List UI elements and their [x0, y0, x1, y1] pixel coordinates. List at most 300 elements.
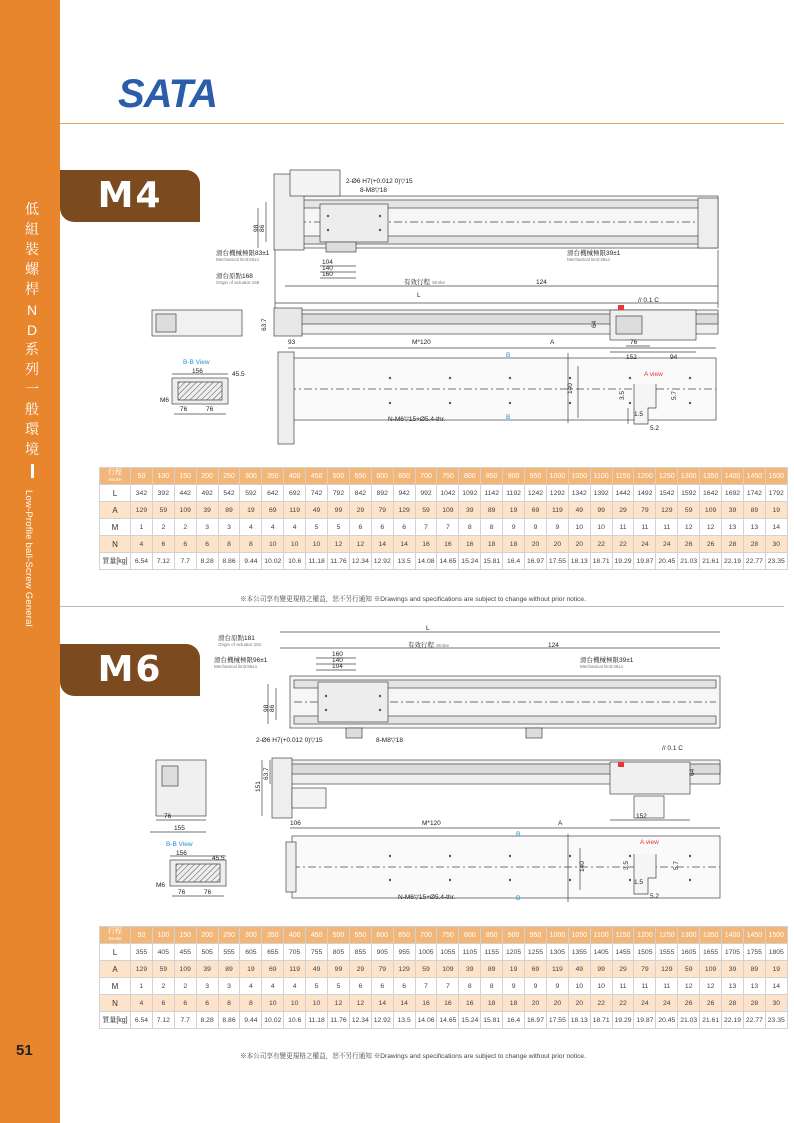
- table-cell: 742: [306, 485, 328, 502]
- table-cell: 18.71: [590, 1012, 612, 1029]
- row-header: 質量[kg]: [100, 1012, 131, 1029]
- m6-mech-limit-left-en: Mechanical limit:96±1: [214, 664, 258, 669]
- table-cell: 49: [306, 502, 328, 519]
- table-cell: 10: [590, 519, 612, 536]
- table-cell: 109: [437, 502, 459, 519]
- stroke-column-header: 350: [262, 927, 284, 944]
- table-cell: 12: [328, 536, 350, 553]
- table-cell: 1805: [765, 944, 787, 961]
- table-cell: 2: [152, 978, 174, 995]
- table-cell: 26: [678, 995, 700, 1012]
- table-cell: 26: [700, 536, 722, 553]
- table-cell: 129: [393, 502, 415, 519]
- table-cell: 20: [546, 536, 568, 553]
- m6-section-b-bottom: B: [516, 895, 521, 902]
- table-cell: 1342: [568, 485, 590, 502]
- table-cell: 10.02: [262, 553, 284, 570]
- table-cell: 5: [306, 519, 328, 536]
- table-cell: 6: [174, 995, 196, 1012]
- table-cell: 89: [481, 961, 503, 978]
- table-cell: 39: [722, 961, 744, 978]
- m6-origin-en: Origin of actuator:181: [218, 642, 262, 647]
- table-cell: 6: [349, 978, 371, 995]
- m6-origin-label: 滑台原點181: [218, 635, 255, 642]
- table-cell: 22: [590, 536, 612, 553]
- table-cell: 11: [612, 978, 634, 995]
- table-cell: 18: [481, 995, 503, 1012]
- m4-dim-1-5: 1.5: [634, 411, 644, 418]
- table-cell: 20.45: [656, 553, 678, 570]
- table-cell: 7: [437, 519, 459, 536]
- table-cell: 20: [568, 995, 590, 1012]
- stroke-column-header: 1450: [743, 927, 765, 944]
- table-cell: 19: [765, 961, 787, 978]
- table-cell: 23.35: [765, 553, 787, 570]
- table-cell: 1305: [546, 944, 568, 961]
- stroke-column-header: 700: [415, 927, 437, 944]
- table-cell: 20.45: [656, 1012, 678, 1029]
- table-cell: 129: [131, 961, 153, 978]
- table-cell: 592: [240, 485, 262, 502]
- table-cell: 59: [415, 961, 437, 978]
- table-cell: 24: [656, 995, 678, 1012]
- stroke-column-header: 300: [240, 468, 262, 485]
- stroke-column-header: 1100: [590, 468, 612, 485]
- stroke-column-header: 500: [328, 927, 350, 944]
- row-header: N: [100, 536, 131, 553]
- sidebar-char: N: [26, 302, 38, 318]
- table-cell: 8.28: [196, 553, 218, 570]
- table-cell: 8: [240, 995, 262, 1012]
- stroke-column-header: 1500: [765, 468, 787, 485]
- table-cell: 18.71: [590, 553, 612, 570]
- table-cell: 1042: [437, 485, 459, 502]
- stroke-header: [100, 927, 131, 944]
- table-cell: 109: [174, 502, 196, 519]
- m6-spec-table: [99, 926, 788, 1029]
- table-cell: 39: [196, 502, 218, 519]
- table-cell: 442: [174, 485, 196, 502]
- stroke-column-header: 700: [415, 468, 437, 485]
- table-cell: 20: [568, 536, 590, 553]
- stroke-header-label-en: Stroke: [108, 477, 122, 482]
- svg-text:SATA: SATA: [118, 72, 217, 112]
- table-row: [100, 502, 788, 519]
- table-cell: 29: [612, 502, 634, 519]
- m4-dim-86: 86: [259, 224, 266, 232]
- table-cell: 4: [131, 536, 153, 553]
- table-cell: 10: [262, 995, 284, 1012]
- table-cell: 10: [568, 978, 590, 995]
- sidebar-subtitle: Low-Profile ball-Screw General: [23, 490, 34, 627]
- table-cell: 69: [525, 502, 547, 519]
- table-cell: 18: [503, 995, 525, 1012]
- m6-notice: ※本公司享有變更規格之權益，恕不另行通知 ※Drawings and specifications are subject to change without prior notice.: [240, 1053, 586, 1060]
- m6-dim-151: 151: [255, 781, 262, 792]
- table-cell: 99: [328, 961, 350, 978]
- m6-dim-160: 160: [332, 651, 343, 658]
- table-cell: 15.81: [481, 553, 503, 570]
- m4-dim-m120: M*120: [412, 339, 431, 346]
- table-cell: 12: [678, 978, 700, 995]
- table-cell: 855: [349, 944, 371, 961]
- table-cell: 21.03: [678, 1012, 700, 1029]
- table-cell: 28: [743, 995, 765, 1012]
- table-cell: 24: [634, 995, 656, 1012]
- stroke-column-header: 1200: [634, 468, 656, 485]
- table-cell: 23.35: [765, 1012, 787, 1029]
- table-cell: 1205: [503, 944, 525, 961]
- stroke-column-header: 50: [131, 927, 153, 944]
- m6-dim-63-7: 63.7: [263, 767, 270, 780]
- m6-bb-view-label: B-B View: [166, 841, 193, 848]
- table-cell: 1755: [743, 944, 765, 961]
- table-cell: 49: [568, 961, 590, 978]
- table-cell: 10: [262, 536, 284, 553]
- stroke-column-header: 1350: [700, 468, 722, 485]
- stroke-column-header: 550: [349, 468, 371, 485]
- table-cell: 12: [678, 519, 700, 536]
- table-cell: 1492: [634, 485, 656, 502]
- row-header: N: [100, 995, 131, 1012]
- stroke-column-header: 650: [393, 468, 415, 485]
- table-cell: 12.34: [349, 1012, 371, 1029]
- sidebar-char: 環: [25, 422, 39, 438]
- m6-dim-45-5: 45.5: [212, 855, 225, 862]
- table-cell: 19.29: [612, 1012, 634, 1029]
- table-cell: 26: [678, 536, 700, 553]
- table-cell: 4: [131, 995, 153, 1012]
- table-cell: 13: [743, 978, 765, 995]
- table-cell: 17.55: [546, 1012, 568, 1029]
- m4-dim-124: 124: [536, 279, 547, 286]
- table-cell: 22.77: [743, 553, 765, 570]
- table-cell: 6: [196, 995, 218, 1012]
- table-cell: 1092: [459, 485, 481, 502]
- m4-thread-label: N-M6▽15+Ø5.4-thr.: [388, 416, 446, 423]
- m6-dim-5-7: 5.7: [673, 860, 680, 870]
- table-cell: 6.54: [131, 553, 153, 570]
- model-banner-m4: M4: [60, 170, 200, 222]
- table-cell: 6: [152, 536, 174, 553]
- table-cell: 19.87: [634, 553, 656, 570]
- table-cell: 59: [152, 961, 174, 978]
- table-cell: 9.44: [240, 553, 262, 570]
- stroke-column-header: 1050: [568, 927, 590, 944]
- table-cell: 16.97: [525, 553, 547, 570]
- stroke-column-header: 450: [306, 927, 328, 944]
- stroke-column-header: 450: [306, 468, 328, 485]
- table-cell: 109: [174, 961, 196, 978]
- sidebar-char: 桿: [25, 282, 39, 298]
- table-cell: 1142: [481, 485, 503, 502]
- table-cell: 805: [328, 944, 350, 961]
- table-cell: 89: [743, 961, 765, 978]
- m6-mech-limit-right-en: Mechanical limit:39±1: [580, 664, 624, 669]
- table-cell: 39: [196, 961, 218, 978]
- stroke-column-header: 950: [525, 927, 547, 944]
- table-cell: 1792: [765, 485, 787, 502]
- table-cell: 11.76: [328, 553, 350, 570]
- stroke-column-header: 1000: [546, 468, 568, 485]
- sidebar-char: 螺: [25, 262, 39, 278]
- table-cell: 9: [546, 519, 568, 536]
- table-cell: 10: [568, 519, 590, 536]
- table-cell: 21.61: [700, 1012, 722, 1029]
- table-cell: 1155: [481, 944, 503, 961]
- sata-logo: [118, 72, 230, 112]
- table-cell: 1105: [459, 944, 481, 961]
- table-cell: 19: [240, 961, 262, 978]
- m4-dim-3-5: 3.5: [619, 390, 626, 400]
- table-cell: 89: [481, 502, 503, 519]
- table-cell: 2: [174, 519, 196, 536]
- m6-dim-106: 106: [290, 820, 301, 827]
- table-cell: 129: [656, 961, 678, 978]
- table-cell: 22: [590, 995, 612, 1012]
- table-cell: 8: [481, 519, 503, 536]
- table-cell: 14: [765, 978, 787, 995]
- table-cell: 20: [525, 536, 547, 553]
- table-cell: 3: [218, 519, 240, 536]
- table-cell: 8: [459, 978, 481, 995]
- table-cell: 79: [371, 961, 393, 978]
- table-cell: 12: [700, 519, 722, 536]
- table-cell: 16: [459, 536, 481, 553]
- table-cell: 9: [546, 978, 568, 995]
- stroke-column-header: 600: [371, 468, 393, 485]
- table-cell: 12.92: [371, 1012, 393, 1029]
- table-cell: 29: [612, 961, 634, 978]
- table-cell: 6: [174, 536, 196, 553]
- table-cell: 992: [415, 485, 437, 502]
- table-row: [100, 519, 788, 536]
- table-cell: 792: [328, 485, 350, 502]
- stroke-header-label: 行程: [108, 469, 122, 476]
- stroke-column-header: 950: [525, 468, 547, 485]
- table-cell: 1355: [568, 944, 590, 961]
- table-cell: 14.65: [437, 1012, 459, 1029]
- table-cell: 1055: [437, 944, 459, 961]
- table-cell: 1542: [656, 485, 678, 502]
- sidebar-char: 境: [25, 442, 39, 458]
- table-cell: 1555: [656, 944, 678, 961]
- table-cell: 8: [218, 995, 240, 1012]
- sidebar-char: 一: [25, 382, 39, 398]
- table-row: [100, 978, 788, 995]
- table-cell: 9: [525, 978, 547, 995]
- m6-mech-limit-right: 滑台機械極限39±1: [580, 657, 634, 664]
- table-cell: 492: [196, 485, 218, 502]
- stroke-column-header: 1100: [590, 927, 612, 944]
- a-marker-arrow: [618, 305, 624, 310]
- table-row: [100, 1012, 788, 1029]
- table-cell: 11.76: [328, 1012, 350, 1029]
- stroke-column-header: 850: [481, 927, 503, 944]
- table-cell: 605: [240, 944, 262, 961]
- m6-stroke-label: 有效行程: [408, 642, 434, 649]
- table-cell: 109: [700, 502, 722, 519]
- table-cell: 11: [656, 519, 678, 536]
- table-cell: 129: [131, 502, 153, 519]
- table-cell: 705: [284, 944, 306, 961]
- table-cell: 405: [152, 944, 174, 961]
- table-cell: 1392: [590, 485, 612, 502]
- table-cell: 10: [306, 995, 328, 1012]
- m4-stroke-label: 有效行程: [404, 279, 430, 286]
- table-cell: 1192: [503, 485, 525, 502]
- sidebar-title: [20, 200, 44, 478]
- table-cell: 6: [349, 519, 371, 536]
- m4-dim-93: 93: [288, 339, 296, 346]
- table-cell: 642: [262, 485, 284, 502]
- stroke-column-header: 900: [503, 468, 525, 485]
- m4-dim-156: 156: [192, 368, 203, 375]
- table-cell: 1742: [743, 485, 765, 502]
- table-cell: 1292: [546, 485, 568, 502]
- table-cell: 7: [415, 519, 437, 536]
- table-cell: 10.6: [284, 1012, 306, 1029]
- section-divider: [60, 606, 784, 607]
- table-cell: 3: [196, 978, 218, 995]
- m6-dim-a: A: [558, 820, 563, 827]
- m6-dim-m6: M6: [156, 882, 166, 889]
- table-cell: 6: [393, 978, 415, 995]
- stroke-column-header: 1250: [656, 468, 678, 485]
- table-cell: 7: [415, 978, 437, 995]
- table-cell: 59: [678, 502, 700, 519]
- stroke-column-header: 150: [174, 468, 196, 485]
- m6-dim-76a: 76: [178, 889, 186, 896]
- table-cell: 89: [218, 502, 240, 519]
- table-cell: 4: [284, 978, 306, 995]
- table-cell: 5: [328, 519, 350, 536]
- m4-stroke-en: Stroke: [432, 280, 446, 285]
- table-cell: 1642: [700, 485, 722, 502]
- table-cell: 13.5: [393, 553, 415, 570]
- m6-dim-104: 104: [332, 663, 343, 670]
- table-cell: 11: [634, 978, 656, 995]
- table-cell: 11: [656, 978, 678, 995]
- table-cell: 79: [634, 502, 656, 519]
- table-cell: 16: [415, 995, 437, 1012]
- row-header: A: [100, 961, 131, 978]
- m6-dim-L: L: [426, 625, 430, 632]
- table-cell: 14: [765, 519, 787, 536]
- table-cell: 59: [152, 502, 174, 519]
- table-cell: 1605: [678, 944, 700, 961]
- table-cell: 9.44: [240, 1012, 262, 1029]
- stroke-column-header: 900: [503, 927, 525, 944]
- table-cell: 8: [481, 978, 503, 995]
- m4-mech-limit-right: 滑台機械極限39±1: [567, 250, 621, 257]
- table-row: [100, 536, 788, 553]
- sidebar-char: D: [26, 322, 38, 338]
- table-cell: 10.6: [284, 553, 306, 570]
- table-cell: 692: [284, 485, 306, 502]
- table-cell: 28: [722, 536, 744, 553]
- table-cell: 19: [240, 502, 262, 519]
- table-cell: 99: [590, 961, 612, 978]
- table-cell: 39: [459, 502, 481, 519]
- m4-mech-limit-left-en: Mechanical limit:83±1: [216, 257, 260, 262]
- table-cell: 12: [328, 995, 350, 1012]
- table-cell: 10: [284, 536, 306, 553]
- row-header: L: [100, 485, 131, 502]
- table-row: [100, 485, 788, 502]
- m4-dim-94: 94: [670, 354, 678, 361]
- table-cell: 942: [393, 485, 415, 502]
- stroke-column-header: 1300: [678, 468, 700, 485]
- table-cell: 455: [174, 944, 196, 961]
- table-cell: 79: [634, 961, 656, 978]
- table-cell: 99: [328, 502, 350, 519]
- stroke-column-header: 1450: [743, 468, 765, 485]
- m6-dim-98: 98: [263, 704, 270, 712]
- stroke-column-header: 850: [481, 468, 503, 485]
- table-cell: 18: [481, 536, 503, 553]
- m4-dim-104: 104: [322, 259, 333, 266]
- table-row: [100, 961, 788, 978]
- m4-dim-5-7: 5.7: [671, 390, 678, 400]
- table-cell: 12: [349, 536, 371, 553]
- table-cell: 1405: [590, 944, 612, 961]
- stroke-column-header: 200: [196, 927, 218, 944]
- table-cell: 10: [306, 536, 328, 553]
- stroke-column-header: 750: [437, 927, 459, 944]
- table-cell: 29: [349, 961, 371, 978]
- stroke-column-header: 1300: [678, 927, 700, 944]
- m6-dim-76b: 76: [204, 889, 212, 896]
- m4-origin-en: Origin of actuator:168: [216, 280, 260, 285]
- page-number: 51: [16, 1042, 33, 1059]
- table-cell: 7.12: [152, 553, 174, 570]
- table-cell: 16: [415, 536, 437, 553]
- table-cell: 8.28: [196, 1012, 218, 1029]
- m4-dim-76b: 76: [206, 406, 214, 413]
- m6-dim-124: 124: [548, 642, 559, 649]
- table-cell: 6: [196, 536, 218, 553]
- sidebar-char: 組: [25, 222, 39, 238]
- table-cell: 10.02: [262, 1012, 284, 1029]
- table-cell: 69: [262, 961, 284, 978]
- table-cell: 6: [371, 519, 393, 536]
- table-cell: 9: [503, 978, 525, 995]
- table-cell: 3: [196, 519, 218, 536]
- stroke-column-header: 1050: [568, 468, 590, 485]
- stroke-column-header: 1400: [722, 927, 744, 944]
- table-cell: 22.19: [722, 553, 744, 570]
- stroke-header: [100, 468, 131, 485]
- m4-notice: ※本公司享有變更規格之權益，恕不另行通知 ※Drawings and specifications are subject to change without prior notice.: [240, 596, 586, 603]
- table-cell: 19.87: [634, 1012, 656, 1029]
- table-cell: 16: [437, 995, 459, 1012]
- m6-dim-64: 64: [689, 768, 696, 776]
- table-cell: 24: [656, 536, 678, 553]
- table-cell: 16: [437, 536, 459, 553]
- m4-a-view-label: A view: [644, 371, 663, 378]
- table-cell: 49: [306, 961, 328, 978]
- table-row: [100, 553, 788, 570]
- table-cell: 4: [262, 519, 284, 536]
- table-cell: 24: [634, 536, 656, 553]
- table-cell: 13.5: [393, 1012, 415, 1029]
- table-cell: 1692: [722, 485, 744, 502]
- m6-dim-86: 86: [269, 704, 276, 712]
- table-cell: 59: [678, 961, 700, 978]
- table-cell: 7.7: [174, 553, 196, 570]
- table-cell: 13: [722, 519, 744, 536]
